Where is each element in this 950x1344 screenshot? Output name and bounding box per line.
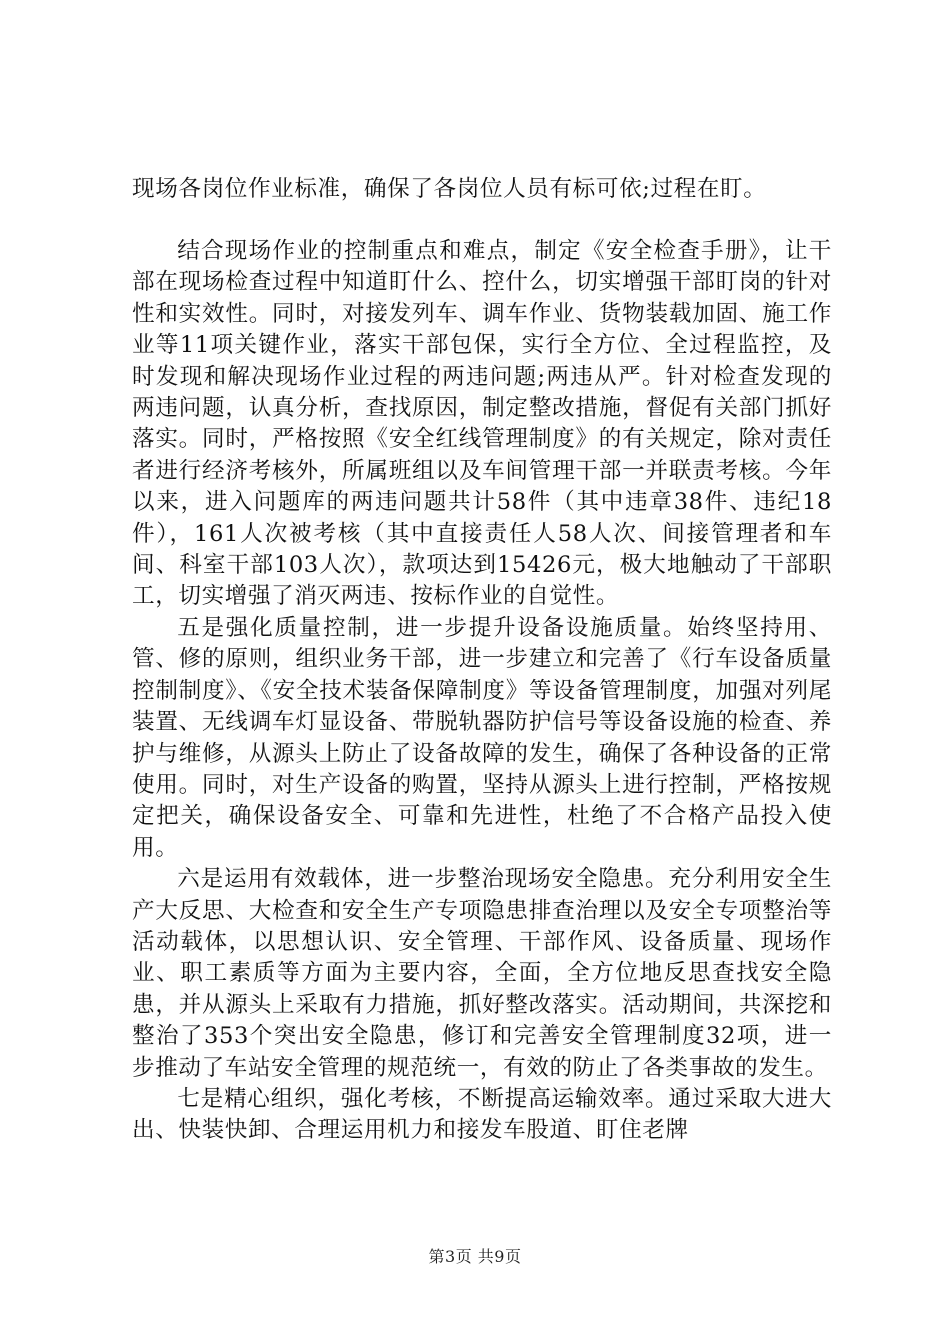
continued-line [132,174,832,205]
page-number-label: 第3页 共9页 [428,1247,522,1266]
body-text [132,236,832,1147]
paragraph-inspection-handbook: 结合现场作业的控制重点和难点，制定《安全检查手册》，让干部在现场检查过程中知道盯什么、控什么，切实增强干部盯岗的针对性和实效性。同时，对接发列车、调车作业、货物装载加固、施工作业等11项关键作业，落实干部包保，实行全方位、全过程监控，及时发现和解决现场作业过程的两违问题;两违从严。针对检查发现的两违问题，认真分析，查找原因，制定整改措施，督促有关部门抓好落实。同时，严格按照《安全红线管理制度》的有关规定，除对责任者进行经济考核外，所属班组以及车间管理干部一并联责考核。今年以来，进入问题库的两违问题共计58件（其中违章38件、违纪18件），161人次被考核（其中直接责任人58人次、间接管理者和车间、科室干部103人次），款项达到15426元，极大地触动了干部职工，切实增强了消灭两违、按标作业的自觉性。 [132,238,832,610]
continued-line-text: 现场各岗位作业标准，确保了各岗位人员有标可依;过程在盯。 [132,176,767,202]
paragraph-transport-efficiency: 七是精心组织，强化考核，不断提高运输效率。通过采取大进大出、快装快卸、合理运用机力和接发车股道、盯住老牌 [132,1085,832,1144]
paragraph-quality-control: 五是强化质量控制，进一步提升设备设施质量。始终坚持用、管、修的原则，组织业务干部，进一步建立和完善了《行车设备质量控制制度》、《安全技术装备保障制度》等设备管理制度，加强对列尾装置、无线调车灯显设备、带脱轨器防护信号等设备设施的检查、养护与维修，从源头上防止了设备故障的发生，确保了各种设备的正常使用。同时，对生产设备的购置，坚持从源头上进行控制，严格按规定把关，确保设备安全、可靠和先进性，杜绝了不合格产品投入使用。 [132,614,832,861]
paragraph-hazard-rectification: 六是运用有效载体，进一步整治现场安全隐患。充分利用安全生产大反思、大检查和安全生产专项隐患排查治理以及安全专项整治等活动载体，以思想认识、安全管理、干部作风、设备质量、现场作业、职工素质等方面为主要内容，全面，全方位地反思查找安全隐患，并从源头上采取有力措施，抓好整改落实。活动期间，共深挖和整治了353个突出安全隐患，修订和完善安全管理制度32项，进一步推动了车站安全管理的规范统一，有效的防止了各类事故的发生。 [132,866,832,1081]
page-footer [0,1244,950,1267]
